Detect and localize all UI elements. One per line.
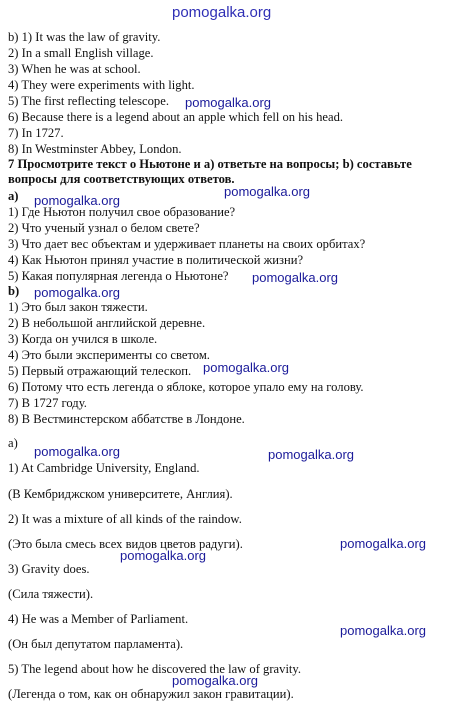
watermark: pomogalka.org	[340, 623, 426, 638]
answer-b-en-2: 2) In a small English village.	[8, 46, 154, 60]
answer-a-4-ru: (Он был депутатом парламента).	[8, 637, 184, 651]
answer-b-en-5: 5) The first reflecting telescope.	[8, 94, 169, 108]
answer-ru-6: 6) Потому что есть легенда о яблоке, которое упало ему на голову.	[8, 380, 364, 394]
question-2: 2) Что ученый узнал о белом свете?	[8, 221, 200, 235]
watermark: pomogalka.org	[172, 673, 258, 688]
watermark: pomogalka.org	[203, 360, 289, 375]
answer-ru-5: 5) Первый отражающий телескоп.	[8, 364, 192, 378]
watermark: pomogalka.org	[252, 270, 338, 285]
answer-a-3: 3) Gravity does.	[8, 562, 90, 576]
watermark: pomogalka.org	[34, 444, 120, 459]
answer-a-4: 4) He was a Member of Parliament.	[8, 612, 189, 626]
answer-b-en-7: 7) In 1727.	[8, 126, 64, 140]
watermark: pomogalka.org	[185, 95, 271, 110]
answer-a-2: 2) It was a mixture of all kinds of the raindow.	[8, 512, 242, 526]
question-3: 3) Что дает вес объектам и удерживает планеты на своих орбитах?	[8, 237, 366, 251]
watermark: pomogalka.org	[120, 548, 206, 563]
task-heading-line2: вопросы для соответствующих ответов.	[8, 172, 235, 186]
answer-a-3-ru: (Сила тяжести).	[8, 587, 94, 601]
watermark: pomogalka.org	[224, 184, 310, 199]
answer-ru-1: 1) Это был закон тяжести.	[8, 300, 148, 314]
watermark: pomogalka.org	[340, 536, 426, 551]
answer-a-5: 5) The legend about how he discovered the law of gravity.	[8, 662, 302, 676]
answer-b-en-8: 8) In Westminster Abbey, London.	[8, 142, 182, 156]
answer-ru-2: 2) В небольшой английской деревне.	[8, 316, 206, 330]
watermark-top: pomogalka.org	[172, 4, 272, 21]
task-heading-line1: 7 Просмотрите текст о Ньютоне и а) ответьте на вопросы; b) составьте	[8, 157, 412, 171]
section-a-label: a)	[8, 189, 19, 203]
watermark: pomogalka.org	[34, 193, 120, 208]
answer-a-1-ru: (В Кембриджском университете, Англия).	[8, 487, 233, 501]
answer-ru-8: 8) В Вестминстерском аббатстве в Лондоне.	[8, 412, 245, 426]
answer-b-en-6: 6) Because there is a legend about an apple which fell on his head.	[8, 110, 344, 124]
answer-a-1: 1) At Cambridge University, England.	[8, 461, 200, 475]
question-5: 5) Какая популярная легенда о Ньютоне?	[8, 269, 229, 283]
answers-a-label: a)	[8, 436, 18, 450]
answer-b-en-1: b) 1) It was the law of gravity.	[8, 30, 161, 44]
answer-b-en-4: 4) They were experiments with light.	[8, 78, 195, 92]
answer-ru-3: 3) Когда он учился в школе.	[8, 332, 158, 346]
section-b-label: b)	[8, 284, 20, 298]
answer-b-en-3: 3) When he was at school.	[8, 62, 141, 76]
watermark: pomogalka.org	[268, 447, 354, 462]
answer-a-2-ru: (Это была смесь всех видов цветов радуги).	[8, 537, 243, 551]
watermark: pomogalka.org	[34, 285, 120, 300]
answer-a-5-ru: (Легенда о том, как он обнаружил закон гравитации).	[8, 687, 294, 701]
question-1: 1) Где Ньютон получил свое образование?	[8, 205, 236, 219]
answer-ru-7: 7) В 1727 году.	[8, 396, 87, 410]
question-4: 4) Как Ньютон принял участие в политической жизни?	[8, 253, 304, 267]
answer-ru-4: 4) Это были эксперименты со светом.	[8, 348, 210, 362]
